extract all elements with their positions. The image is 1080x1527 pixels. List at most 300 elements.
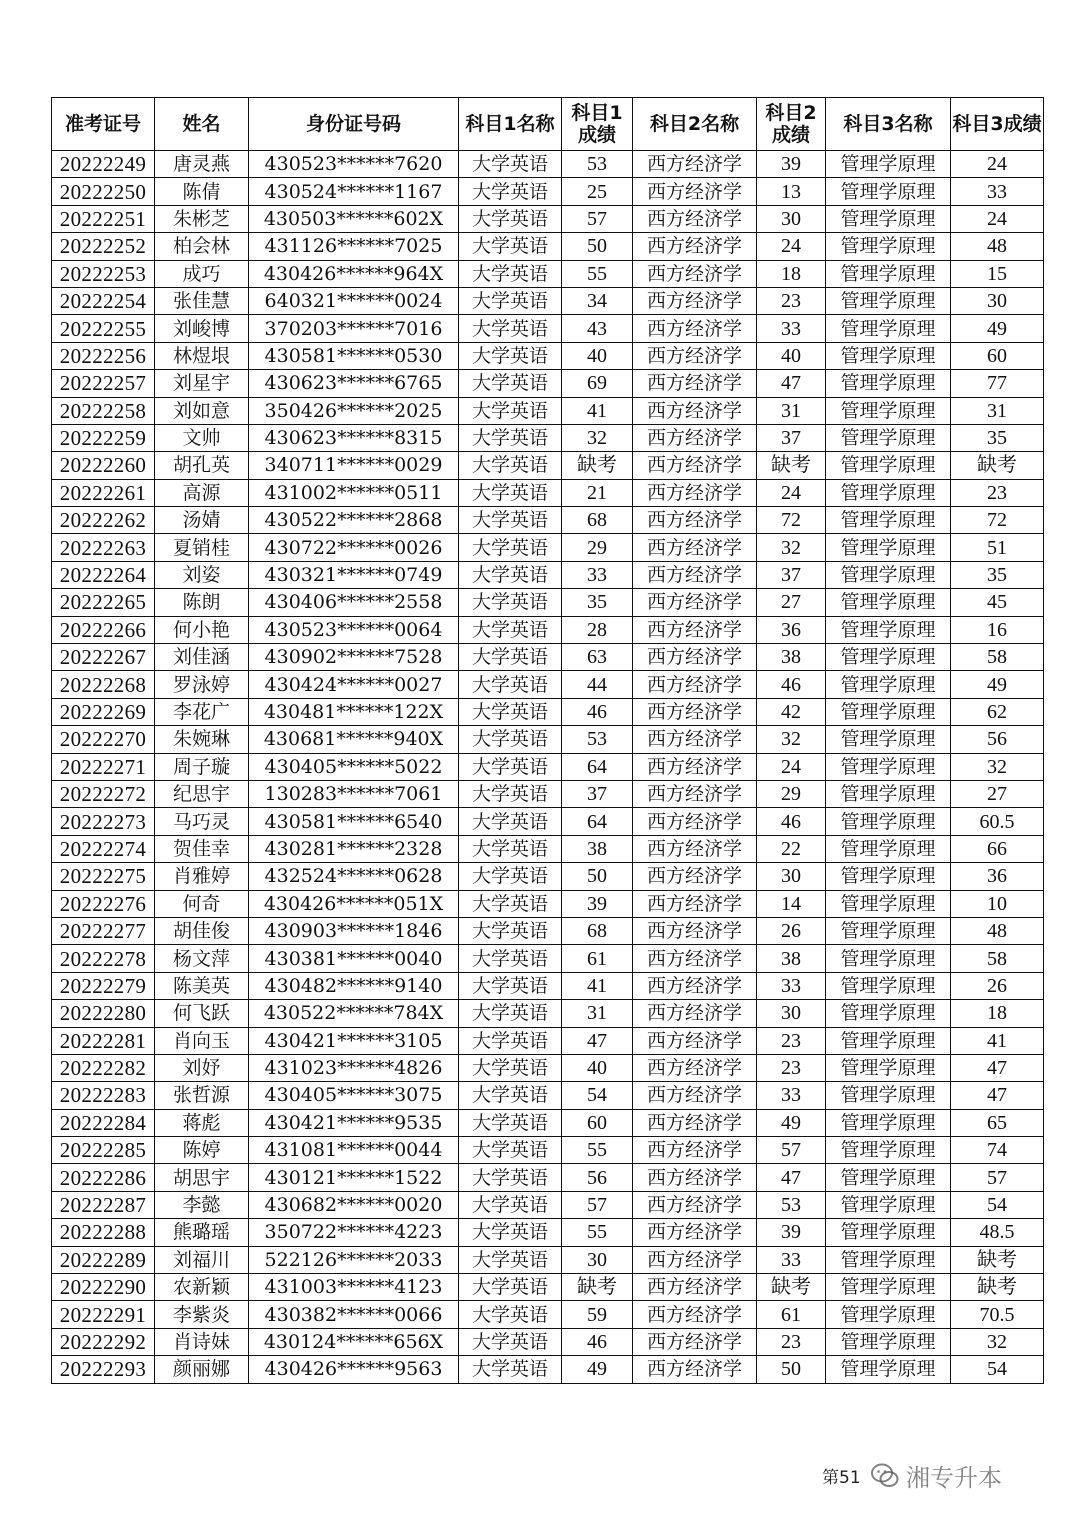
subject1-name-cell: 大学英语 — [459, 808, 562, 835]
name-cell: 胡思宇 — [155, 1164, 249, 1191]
table-row — [52, 1137, 1044, 1164]
subject1-score-cell: 57 — [562, 205, 633, 232]
subject1-name-cell: 大学英语 — [459, 917, 562, 944]
subject3-name-cell: 管理学原理 — [826, 1219, 951, 1246]
subject1-name-cell: 大学英语 — [459, 835, 562, 862]
subject1-name-cell: 大学英语 — [459, 1164, 562, 1191]
exam-no-cell: 20222288 — [52, 1219, 155, 1246]
subject2-name-cell: 西方经济学 — [633, 1246, 757, 1273]
score-table — [51, 97, 1044, 1384]
subject2-name-cell: 西方经济学 — [633, 972, 757, 999]
subject3-score-cell: 缺考 — [951, 1274, 1044, 1301]
subject3-name-cell: 管理学原理 — [826, 917, 951, 944]
subject2-name-cell: 西方经济学 — [633, 890, 757, 917]
subject1-score-cell: 55 — [562, 1219, 633, 1246]
name-cell: 刘峻博 — [155, 315, 249, 342]
subject3-name-cell: 管理学原理 — [826, 342, 951, 369]
subject3-name-cell: 管理学原理 — [826, 315, 951, 342]
subject2-name-cell: 西方经济学 — [633, 917, 757, 944]
header-subject1-score: 科目1成绩 — [562, 98, 633, 151]
subject2-name-cell: 西方经济学 — [633, 1027, 757, 1054]
id-no-cell: 430524******1167 — [249, 178, 459, 205]
table-row — [52, 424, 1044, 451]
exam-no-cell: 20222253 — [52, 260, 155, 287]
subject3-score-cell: 16 — [951, 616, 1044, 643]
subject2-name-cell: 西方经济学 — [633, 808, 757, 835]
subject1-name-cell: 大学英语 — [459, 452, 562, 479]
subject3-name-cell: 管理学原理 — [826, 726, 951, 753]
subject2-score-cell: 缺考 — [757, 452, 826, 479]
subject2-score-cell: 32 — [757, 726, 826, 753]
id-no-cell: 430523******7620 — [249, 151, 459, 178]
subject1-score-cell: 25 — [562, 178, 633, 205]
subject3-name-cell: 管理学原理 — [826, 534, 951, 561]
exam-no-cell: 20222284 — [52, 1109, 155, 1136]
header-id-no: 身份证号码 — [249, 98, 459, 151]
table-row — [52, 561, 1044, 588]
subject3-score-cell: 24 — [951, 205, 1044, 232]
subject1-score-cell: 38 — [562, 835, 633, 862]
subject2-score-cell: 30 — [757, 205, 826, 232]
subject2-score-cell: 33 — [757, 972, 826, 999]
subject3-score-cell: 15 — [951, 260, 1044, 287]
name-cell: 周子璇 — [155, 753, 249, 780]
subject3-name-cell: 管理学原理 — [826, 945, 951, 972]
subject3-name-cell: 管理学原理 — [826, 1164, 951, 1191]
subject2-score-cell: 29 — [757, 780, 826, 807]
subject3-score-cell: 31 — [951, 397, 1044, 424]
header-subject2-name: 科目2名称 — [633, 98, 757, 151]
subject3-score-cell: 48 — [951, 233, 1044, 260]
subject3-score-cell: 23 — [951, 479, 1044, 506]
subject1-score-cell: 64 — [562, 753, 633, 780]
subject2-name-cell: 西方经济学 — [633, 507, 757, 534]
id-no-cell: 340711******0029 — [249, 452, 459, 479]
subject1-score-cell: 28 — [562, 616, 633, 643]
subject1-name-cell: 大学英语 — [459, 287, 562, 314]
table-row — [52, 260, 1044, 287]
subject2-score-cell: 39 — [757, 1219, 826, 1246]
name-cell: 张佳慧 — [155, 287, 249, 314]
subject1-score-cell: 55 — [562, 1137, 633, 1164]
exam-no-cell: 20222258 — [52, 397, 155, 424]
header-exam-no: 准考证号 — [52, 98, 155, 151]
id-no-cell: 430426******9563 — [249, 1356, 459, 1383]
page-number: 第51 — [822, 1468, 861, 1488]
subject2-score-cell: 23 — [757, 1328, 826, 1355]
subject2-score-cell: 24 — [757, 479, 826, 506]
subject1-score-cell: 30 — [562, 1246, 633, 1273]
exam-no-cell: 20222264 — [52, 561, 155, 588]
subject2-score-cell: 40 — [757, 342, 826, 369]
subject1-name-cell: 大学英语 — [459, 1000, 562, 1027]
table-row — [52, 890, 1044, 917]
exam-no-cell: 20222261 — [52, 479, 155, 506]
name-cell: 何飞跃 — [155, 1000, 249, 1027]
subject1-name-cell: 大学英语 — [459, 1027, 562, 1054]
subject3-name-cell: 管理学原理 — [826, 205, 951, 232]
subject2-name-cell: 西方经济学 — [633, 342, 757, 369]
id-no-cell: 430424******0027 — [249, 671, 459, 698]
name-cell: 柏会林 — [155, 233, 249, 260]
id-no-cell: 432524******0628 — [249, 863, 459, 890]
subject2-name-cell: 西方经济学 — [633, 945, 757, 972]
subject3-score-cell: 60 — [951, 342, 1044, 369]
subject2-score-cell: 缺考 — [757, 1274, 826, 1301]
exam-no-cell: 20222286 — [52, 1164, 155, 1191]
table-row — [52, 644, 1044, 671]
subject3-name-cell: 管理学原理 — [826, 1246, 951, 1273]
subject3-name-cell: 管理学原理 — [826, 397, 951, 424]
subject1-score-cell: 53 — [562, 726, 633, 753]
name-cell: 蒋彪 — [155, 1109, 249, 1136]
subject1-score-cell: 63 — [562, 644, 633, 671]
table-row — [52, 452, 1044, 479]
subject1-score-cell: 56 — [562, 1164, 633, 1191]
exam-no-cell: 20222252 — [52, 233, 155, 260]
subject1-score-cell: 43 — [562, 315, 633, 342]
table-row — [52, 342, 1044, 369]
subject1-name-cell: 大学英语 — [459, 1246, 562, 1273]
subject3-name-cell: 管理学原理 — [826, 151, 951, 178]
watermark-text: 湘专升本 — [906, 1464, 1002, 1492]
subject3-score-cell: 27 — [951, 780, 1044, 807]
exam-no-cell: 20222268 — [52, 671, 155, 698]
subject3-name-cell: 管理学原理 — [826, 780, 951, 807]
subject1-score-cell: 57 — [562, 1191, 633, 1218]
subject3-name-cell: 管理学原理 — [826, 890, 951, 917]
subject1-score-cell: 31 — [562, 1000, 633, 1027]
exam-no-cell: 20222267 — [52, 644, 155, 671]
table-row — [52, 151, 1044, 178]
name-cell: 刘佳涵 — [155, 644, 249, 671]
table-row — [52, 1082, 1044, 1109]
subject3-name-cell: 管理学原理 — [826, 1109, 951, 1136]
header-subject3-name: 科目3名称 — [826, 98, 951, 151]
subject3-score-cell: 54 — [951, 1356, 1044, 1383]
subject3-score-cell: 51 — [951, 534, 1044, 561]
subject1-score-cell: 69 — [562, 370, 633, 397]
subject3-name-cell: 管理学原理 — [826, 616, 951, 643]
exam-no-cell: 20222251 — [52, 205, 155, 232]
subject3-score-cell: 47 — [951, 1054, 1044, 1081]
subject2-score-cell: 46 — [757, 808, 826, 835]
name-cell: 汤婧 — [155, 507, 249, 534]
subject1-score-cell: 47 — [562, 1027, 633, 1054]
subject3-name-cell: 管理学原理 — [826, 370, 951, 397]
exam-no-cell: 20222278 — [52, 945, 155, 972]
subject2-name-cell: 西方经济学 — [633, 205, 757, 232]
exam-no-cell: 20222283 — [52, 1082, 155, 1109]
table-row — [52, 1301, 1044, 1328]
subject2-name-cell: 西方经济学 — [633, 671, 757, 698]
subject1-name-cell: 大学英语 — [459, 178, 562, 205]
name-cell: 唐灵燕 — [155, 151, 249, 178]
table-row — [52, 753, 1044, 780]
table-row — [52, 534, 1044, 561]
name-cell: 陈倩 — [155, 178, 249, 205]
name-cell: 罗泳婷 — [155, 671, 249, 698]
subject3-score-cell: 65 — [951, 1109, 1044, 1136]
wechat-icon — [870, 1461, 900, 1491]
subject3-score-cell: 35 — [951, 424, 1044, 451]
id-no-cell: 430421******9535 — [249, 1109, 459, 1136]
id-no-cell: 430405******5022 — [249, 753, 459, 780]
subject3-score-cell: 57 — [951, 1164, 1044, 1191]
subject3-name-cell: 管理学原理 — [826, 589, 951, 616]
exam-no-cell: 20222271 — [52, 753, 155, 780]
id-no-cell: 430481******122X — [249, 698, 459, 725]
id-no-cell: 430581******0530 — [249, 342, 459, 369]
subject1-score-cell: 59 — [562, 1301, 633, 1328]
table-row — [52, 507, 1044, 534]
subject1-name-cell: 大学英语 — [459, 726, 562, 753]
header-subject1-name: 科目1名称 — [459, 98, 562, 151]
exam-no-cell: 20222257 — [52, 370, 155, 397]
name-cell: 高源 — [155, 479, 249, 506]
id-no-cell: 640321******0024 — [249, 287, 459, 314]
table-row — [52, 479, 1044, 506]
subject1-name-cell: 大学英语 — [459, 1301, 562, 1328]
subject3-score-cell: 47 — [951, 1082, 1044, 1109]
subject1-score-cell: 68 — [562, 507, 633, 534]
subject2-score-cell: 14 — [757, 890, 826, 917]
name-cell: 贺佳幸 — [155, 835, 249, 862]
id-no-cell: 430426******051X — [249, 890, 459, 917]
subject2-score-cell: 36 — [757, 616, 826, 643]
subject1-name-cell: 大学英语 — [459, 479, 562, 506]
subject1-name-cell: 大学英语 — [459, 507, 562, 534]
name-cell: 朱彬芝 — [155, 205, 249, 232]
name-cell: 杨文萍 — [155, 945, 249, 972]
name-cell: 何小艳 — [155, 616, 249, 643]
subject1-name-cell: 大学英语 — [459, 424, 562, 451]
subject2-score-cell: 23 — [757, 1027, 826, 1054]
table-row — [52, 917, 1044, 944]
table-row — [52, 808, 1044, 835]
exam-no-cell: 20222293 — [52, 1356, 155, 1383]
subject3-score-cell: 77 — [951, 370, 1044, 397]
subject1-score-cell: 50 — [562, 863, 633, 890]
subject1-score-cell: 缺考 — [562, 452, 633, 479]
id-no-cell: 430522******2868 — [249, 507, 459, 534]
subject3-name-cell: 管理学原理 — [826, 507, 951, 534]
id-no-cell: 350722******4223 — [249, 1219, 459, 1246]
exam-no-cell: 20222280 — [52, 1000, 155, 1027]
subject3-score-cell: 26 — [951, 972, 1044, 999]
table-row — [52, 589, 1044, 616]
id-no-cell: 430623******6765 — [249, 370, 459, 397]
id-no-cell: 430581******6540 — [249, 808, 459, 835]
exam-no-cell: 20222269 — [52, 698, 155, 725]
id-no-cell: 430681******940X — [249, 726, 459, 753]
subject2-score-cell: 27 — [757, 589, 826, 616]
subject2-name-cell: 西方经济学 — [633, 260, 757, 287]
subject1-score-cell: 33 — [562, 561, 633, 588]
subject1-score-cell: 53 — [562, 151, 633, 178]
subject2-score-cell: 26 — [757, 917, 826, 944]
subject1-name-cell: 大学英语 — [459, 863, 562, 890]
table-body — [52, 151, 1044, 1384]
exam-no-cell: 20222277 — [52, 917, 155, 944]
subject2-name-cell: 西方经济学 — [633, 287, 757, 314]
subject2-name-cell: 西方经济学 — [633, 1054, 757, 1081]
exam-no-cell: 20222263 — [52, 534, 155, 561]
name-cell: 李懿 — [155, 1191, 249, 1218]
exam-no-cell: 20222266 — [52, 616, 155, 643]
table-row — [52, 616, 1044, 643]
subject3-score-cell: 58 — [951, 945, 1044, 972]
subject3-name-cell: 管理学原理 — [826, 644, 951, 671]
subject1-score-cell: 50 — [562, 233, 633, 260]
subject2-name-cell: 西方经济学 — [633, 315, 757, 342]
name-cell: 李紫炎 — [155, 1301, 249, 1328]
name-cell: 农新颖 — [155, 1274, 249, 1301]
subject2-score-cell: 37 — [757, 424, 826, 451]
name-cell: 刘妤 — [155, 1054, 249, 1081]
name-cell: 胡孔英 — [155, 452, 249, 479]
subject1-name-cell: 大学英语 — [459, 780, 562, 807]
id-no-cell: 430682******0020 — [249, 1191, 459, 1218]
subject3-name-cell: 管理学原理 — [826, 1054, 951, 1081]
header-subject2-score: 科目2成绩 — [757, 98, 826, 151]
subject2-score-cell: 47 — [757, 370, 826, 397]
exam-no-cell: 20222273 — [52, 808, 155, 835]
name-cell: 纪思宇 — [155, 780, 249, 807]
subject1-score-cell: 29 — [562, 534, 633, 561]
subject3-score-cell: 10 — [951, 890, 1044, 917]
subject2-name-cell: 西方经济学 — [633, 1137, 757, 1164]
subject2-name-cell: 西方经济学 — [633, 1164, 757, 1191]
subject1-score-cell: 32 — [562, 424, 633, 451]
table-row — [52, 1054, 1044, 1081]
subject3-score-cell: 48 — [951, 917, 1044, 944]
subject2-name-cell: 西方经济学 — [633, 753, 757, 780]
name-cell: 颜丽娜 — [155, 1356, 249, 1383]
id-no-cell: 430124******656X — [249, 1328, 459, 1355]
subject1-score-cell: 41 — [562, 397, 633, 424]
name-cell: 何奇 — [155, 890, 249, 917]
subject2-name-cell: 西方经济学 — [633, 479, 757, 506]
subject2-name-cell: 西方经济学 — [633, 780, 757, 807]
subject3-score-cell: 缺考 — [951, 452, 1044, 479]
subject3-name-cell: 管理学原理 — [826, 1274, 951, 1301]
subject3-score-cell: 48.5 — [951, 1219, 1044, 1246]
id-no-cell: 430522******784X — [249, 1000, 459, 1027]
subject1-name-cell: 大学英语 — [459, 1356, 562, 1383]
name-cell: 陈朗 — [155, 589, 249, 616]
subject2-name-cell: 西方经济学 — [633, 233, 757, 260]
subject2-score-cell: 30 — [757, 1000, 826, 1027]
id-no-cell: 522126******2033 — [249, 1246, 459, 1273]
name-cell: 肖雅婷 — [155, 863, 249, 890]
subject1-name-cell: 大学英语 — [459, 1137, 562, 1164]
exam-no-cell: 20222254 — [52, 287, 155, 314]
id-no-cell: 430902******7528 — [249, 644, 459, 671]
id-no-cell: 430523******0064 — [249, 616, 459, 643]
subject1-name-cell: 大学英语 — [459, 616, 562, 643]
subject2-name-cell: 西方经济学 — [633, 863, 757, 890]
subject1-name-cell: 大学英语 — [459, 671, 562, 698]
subject3-name-cell: 管理学原理 — [826, 287, 951, 314]
subject1-name-cell: 大学英语 — [459, 342, 562, 369]
subject1-name-cell: 大学英语 — [459, 972, 562, 999]
header-subject3-score: 科目3成绩 — [951, 98, 1044, 151]
subject3-score-cell: 58 — [951, 644, 1044, 671]
subject3-name-cell: 管理学原理 — [826, 233, 951, 260]
name-cell: 张哲源 — [155, 1082, 249, 1109]
table-row — [52, 863, 1044, 890]
subject2-score-cell: 47 — [757, 1164, 826, 1191]
subject2-score-cell: 49 — [757, 1109, 826, 1136]
subject1-score-cell: 49 — [562, 1356, 633, 1383]
exam-no-cell: 20222256 — [52, 342, 155, 369]
name-cell: 成巧 — [155, 260, 249, 287]
subject2-score-cell: 38 — [757, 945, 826, 972]
subject3-name-cell: 管理学原理 — [826, 1356, 951, 1383]
table-header — [52, 98, 1044, 151]
subject1-score-cell: 46 — [562, 698, 633, 725]
name-cell: 夏销桂 — [155, 534, 249, 561]
id-no-cell: 130283******7061 — [249, 780, 459, 807]
subject3-score-cell: 缺考 — [951, 1246, 1044, 1273]
subject1-name-cell: 大学英语 — [459, 205, 562, 232]
subject2-score-cell: 32 — [757, 534, 826, 561]
subject2-score-cell: 33 — [757, 1246, 826, 1273]
exam-no-cell: 20222292 — [52, 1328, 155, 1355]
subject2-score-cell: 18 — [757, 260, 826, 287]
subject1-name-cell: 大学英语 — [459, 397, 562, 424]
subject1-name-cell: 大学英语 — [459, 233, 562, 260]
subject3-score-cell: 36 — [951, 863, 1044, 890]
subject3-name-cell: 管理学原理 — [826, 863, 951, 890]
table-row — [52, 1027, 1044, 1054]
subject3-name-cell: 管理学原理 — [826, 452, 951, 479]
exam-no-cell: 20222289 — [52, 1246, 155, 1273]
subject3-score-cell: 49 — [951, 315, 1044, 342]
subject2-name-cell: 西方经济学 — [633, 151, 757, 178]
name-cell: 林煜垠 — [155, 342, 249, 369]
name-cell: 熊璐瑶 — [155, 1219, 249, 1246]
exam-no-cell: 20222274 — [52, 835, 155, 862]
subject2-name-cell: 西方经济学 — [633, 370, 757, 397]
table-row — [52, 1328, 1044, 1355]
subject1-name-cell: 大学英语 — [459, 644, 562, 671]
subject2-score-cell: 53 — [757, 1191, 826, 1218]
subject2-score-cell: 22 — [757, 835, 826, 862]
subject1-score-cell: 68 — [562, 917, 633, 944]
exam-no-cell: 20222279 — [52, 972, 155, 999]
subject2-name-cell: 西方经济学 — [633, 835, 757, 862]
subject2-score-cell: 33 — [757, 315, 826, 342]
id-no-cell: 430421******3105 — [249, 1027, 459, 1054]
table-row — [52, 370, 1044, 397]
id-no-cell: 431081******0044 — [249, 1137, 459, 1164]
subject2-score-cell: 31 — [757, 397, 826, 424]
subject2-score-cell: 57 — [757, 1137, 826, 1164]
subject3-name-cell: 管理学原理 — [826, 1027, 951, 1054]
table-row — [52, 1109, 1044, 1136]
table-row — [52, 1219, 1044, 1246]
name-cell: 马巧灵 — [155, 808, 249, 835]
table-row — [52, 835, 1044, 862]
subject2-score-cell: 46 — [757, 671, 826, 698]
subject2-name-cell: 西方经济学 — [633, 1109, 757, 1136]
subject2-score-cell: 30 — [757, 863, 826, 890]
exam-no-cell: 20222259 — [52, 424, 155, 451]
subject3-score-cell: 72 — [951, 507, 1044, 534]
subject1-name-cell: 大学英语 — [459, 1274, 562, 1301]
